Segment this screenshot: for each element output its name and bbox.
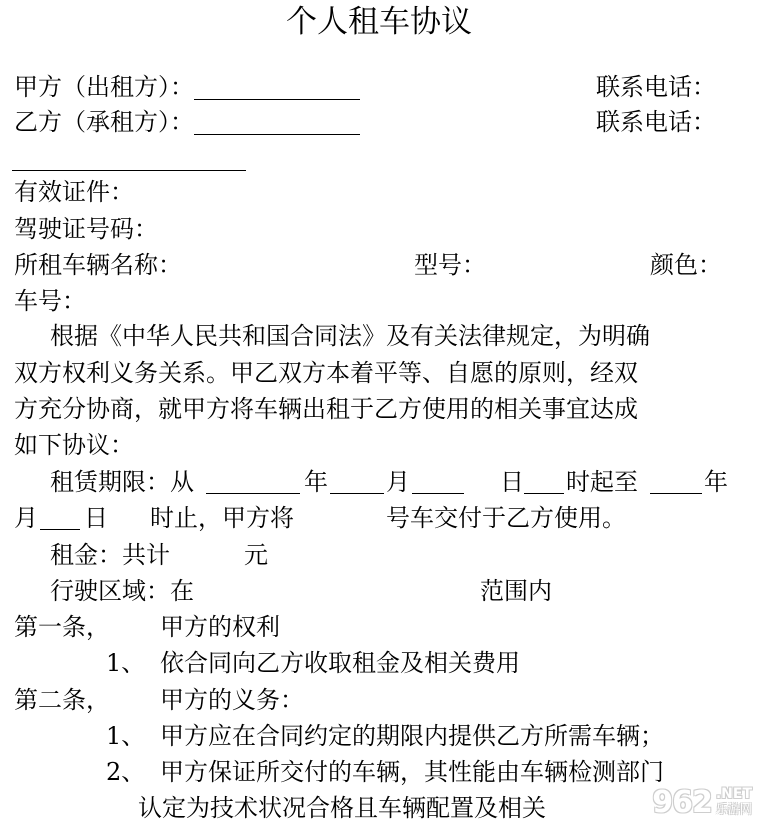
lease-period-prefix: 租赁期限：从 [50, 468, 194, 496]
start-day-blank[interactable] [412, 467, 464, 494]
phone-blank[interactable] [12, 146, 246, 171]
hour-to-text: 时止，甲方将 [150, 504, 294, 532]
start-month-blank[interactable] [330, 467, 384, 494]
article-1-title: 甲方的权利 [160, 613, 280, 641]
area-suffix: 范围内 [480, 577, 552, 605]
plate-label: 车号： [14, 287, 86, 315]
article-1-item-text: 依合同向乙方收取租金及相关费用 [160, 649, 520, 677]
article-2-continuation: 认定为技术状况合格且车辆配置及相关 [138, 794, 546, 822]
party-a-phone-label: 联系电话： [596, 73, 716, 101]
article-2-item-1-text: 甲方应在合同约定的期限内提供乙方所需车辆； [160, 722, 664, 750]
end-year-blank[interactable] [650, 467, 702, 494]
preamble-line-1: 根据《中华人民共和国合同法》及有关法律规定，为明确 [50, 322, 650, 350]
preamble-line-3: 方充分协商，就甲方将车辆出租于乙方使用的相关事宜达成 [14, 395, 638, 423]
party-a-blank[interactable] [194, 76, 360, 100]
article-2-item-2-text: 甲方保证所交付的车辆，其性能由车辆检测部门 [160, 758, 664, 786]
party-b-label: 乙方（承租方）： [14, 108, 194, 136]
color-label: 颜色： [650, 251, 722, 279]
start-hour-blank[interactable] [524, 467, 564, 494]
document-title: 个人租车协议 [286, 4, 472, 40]
start-year-blank[interactable] [206, 467, 300, 494]
article-1-item-number: 1、 [106, 649, 146, 677]
article-2-item-1-number: 1、 [106, 722, 146, 750]
rent-label: 租金：共计 [50, 541, 170, 569]
watermark-number: 962 [652, 784, 712, 820]
party-a-label: 甲方（出租方）： [14, 73, 194, 101]
party-b-blank[interactable] [194, 111, 360, 135]
article-2-item-2-number: 2、 [106, 758, 146, 786]
model-label: 型号： [414, 251, 486, 279]
end-month-unit: 月 [14, 504, 38, 532]
end-year-unit: 年 [704, 468, 728, 496]
watermark-name: 乐游网 [715, 802, 752, 816]
article-2-heading: 第二条， [14, 686, 110, 714]
article-2-title: 甲方的义务： [160, 686, 304, 714]
start-month-unit: 月 [386, 468, 410, 496]
vehicle-name-label: 所租车辆名称： [14, 251, 182, 279]
preamble-line-4: 如下协议： [14, 431, 134, 459]
rent-unit: 元 [244, 541, 268, 569]
license-number-label: 驾驶证号码： [14, 215, 158, 243]
start-year-unit: 年 [304, 468, 328, 496]
area-label: 行驶区域：在 [50, 577, 194, 605]
party-b-phone-label: 联系电话： [596, 108, 716, 136]
start-day-unit: 日 [500, 468, 524, 496]
end-day-blank[interactable] [40, 503, 80, 530]
end-day-unit: 日 [84, 504, 108, 532]
hour-from-text: 时起至 [566, 468, 638, 496]
site-watermark-logo [622, 782, 752, 822]
preamble-line-2: 双方权利义务关系。甲乙双方本着平等、自愿的原则，经双 [14, 359, 638, 387]
handover-text: 号车交付于乙方使用。 [386, 504, 626, 532]
article-1-heading: 第一条， [14, 613, 110, 641]
watermark-domain: .NET [715, 786, 752, 802]
id-doc-label: 有效证件： [14, 178, 134, 206]
